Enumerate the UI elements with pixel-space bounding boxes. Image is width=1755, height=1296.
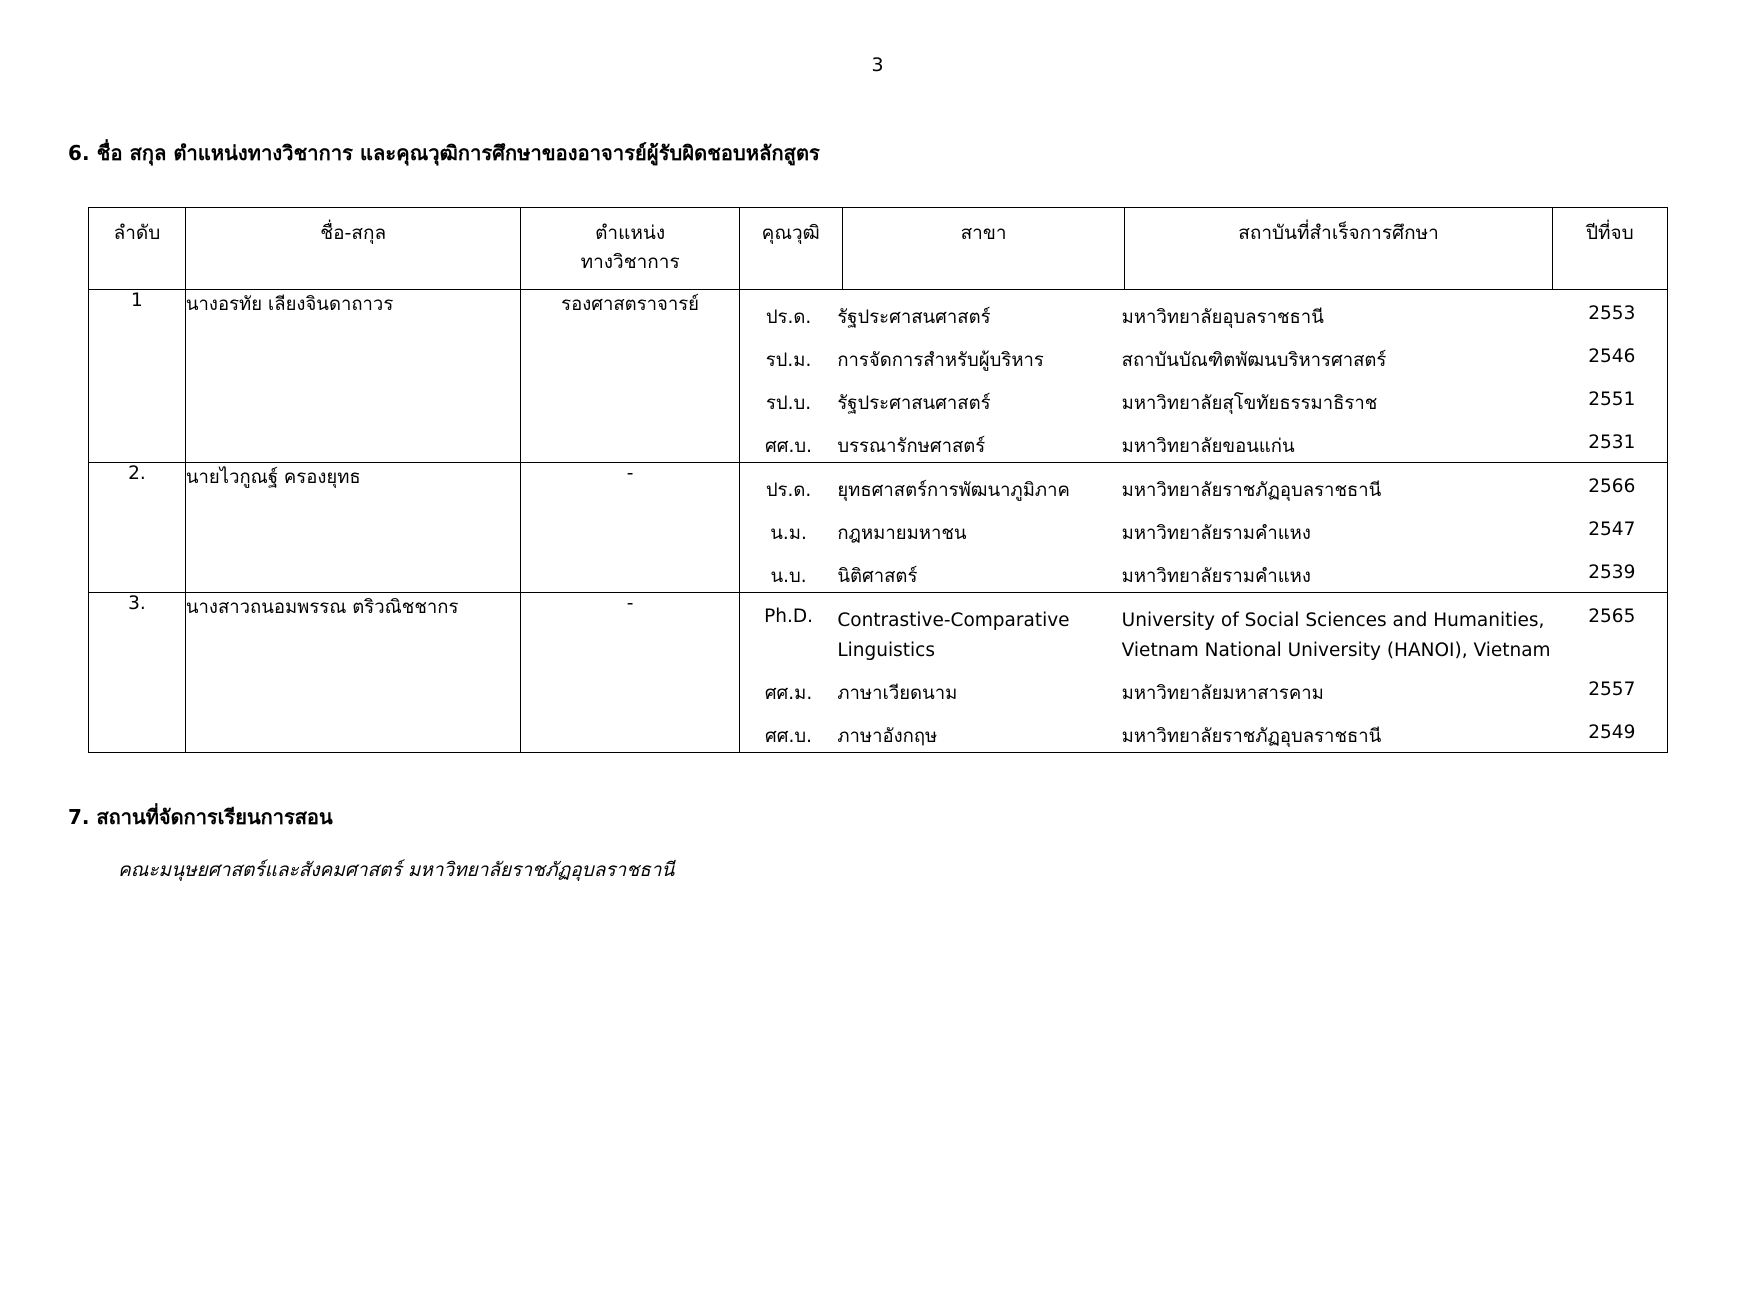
cell-name: นางสาวถนอมพรรณ ตริวณิชชากร — [185, 592, 521, 752]
qualification-row — [740, 463, 1667, 506]
cell-qualifications — [739, 592, 1667, 752]
table-body — [89, 290, 1668, 753]
qualification-degree: ศศ.บ. — [765, 435, 813, 457]
cell-name: นายไวกูณฐ์ ครองยุทธ — [185, 462, 521, 592]
column-header-field: สาขา — [842, 208, 1125, 290]
cell-position: - — [521, 462, 739, 592]
cell-name: นางอรทัย เลียงจินดาถาวร — [185, 290, 521, 463]
qualification-institution: มหาวิทยาลัยรามคำแหง — [1121, 565, 1311, 587]
qualification-year: 2565 — [1588, 605, 1636, 627]
qualification-subtable — [740, 593, 1667, 752]
table-header-row — [89, 208, 1668, 290]
table-row — [89, 462, 1668, 592]
section-7-body: คณะมนุษยศาสตร์และสังคมศาสตร์ มหาวิทยาลัยราชภัฏอุบลราชธานี — [118, 858, 675, 881]
qualification-field: นิติศาสตร์ — [837, 565, 918, 587]
qualification-year: 2547 — [1588, 518, 1636, 540]
qualification-institution: มหาวิทยาลัยมหาสารคาม — [1121, 682, 1324, 704]
table-row — [89, 592, 1668, 752]
faculty-qualifications-table — [88, 207, 1668, 753]
qualification-year: 2549 — [1588, 721, 1636, 743]
cell-position: รองศาสตราจารย์ — [521, 290, 739, 463]
page-number: 3 — [871, 54, 884, 76]
qualification-institution: มหาวิทยาลัยสุโขทัยธรรมาธิราช — [1121, 392, 1378, 414]
qualification-field: ยุทธศาสตร์การพัฒนาภูมิภาค — [837, 479, 1070, 501]
document-page — [0, 56, 1755, 1296]
qualification-subtable — [740, 290, 1667, 462]
qualification-degree: ปร.ด. — [765, 307, 812, 328]
column-header-position-line2: ทางวิชาการ — [580, 250, 680, 273]
qualification-row — [740, 506, 1667, 549]
cell-position: - — [521, 592, 739, 752]
faculty-table-container — [88, 207, 1668, 753]
qualification-row — [740, 376, 1667, 419]
qualification-field: รัฐประศาสนศาสตร์ — [837, 307, 991, 328]
column-header-year: ปีที่จบ — [1552, 208, 1667, 290]
cell-qualifications — [739, 290, 1667, 463]
qualification-institution: มหาวิทยาลัยราชภัฏอุบลราชธานี — [1121, 479, 1382, 501]
column-header-institution: สถาบันที่สำเร็จการศึกษา — [1125, 208, 1552, 290]
qualification-degree: น.ม. — [770, 522, 807, 544]
column-header-name: ชื่อ-สกุล — [185, 208, 521, 290]
cell-no: 1 — [89, 290, 186, 463]
cell-no: 2. — [89, 462, 186, 592]
section-7-heading: 7. สถานที่จัดการเรียนการสอน — [68, 804, 333, 829]
qualification-institution: University of Social Sciences and Humanities, Vietnam National University (HANOI), Vietnam — [1121, 609, 1551, 661]
qualification-year: 2531 — [1588, 431, 1636, 453]
qualification-degree: ศศ.บ. — [765, 725, 813, 747]
column-header-degree: คุณวุฒิ — [739, 208, 842, 290]
qualification-degree: รป.บ. — [765, 392, 812, 414]
qualification-row — [740, 333, 1667, 376]
qualification-institution: มหาวิทยาลัยขอนแก่น — [1121, 435, 1295, 457]
column-header-position-line1: ตำแหน่ง — [595, 222, 666, 244]
qualification-field: ภาษาอังกฤษ — [837, 725, 938, 747]
qualification-row — [740, 549, 1667, 592]
qualification-degree: ศศ.ม. — [764, 682, 813, 704]
qualification-field: การจัดการสำหรับผู้บริหาร — [837, 349, 1044, 371]
cell-qualifications — [739, 462, 1667, 592]
qualification-row — [740, 666, 1667, 709]
cell-no: 3. — [89, 592, 186, 752]
qualification-field: กฎหมายมหาชน — [837, 522, 967, 544]
qualification-institution: สถาบันบัณฑิตพัฒนบริหารศาสตร์ — [1121, 349, 1387, 371]
qualification-institution: มหาวิทยาลัยอุบลราชธานี — [1121, 307, 1324, 328]
qualification-year: 2566 — [1588, 475, 1636, 497]
table-header — [89, 208, 1668, 290]
qualification-year: 2557 — [1588, 678, 1636, 700]
qualification-degree: น.บ. — [770, 565, 807, 587]
qualification-field: รัฐประศาสนศาสตร์ — [837, 392, 991, 414]
qualification-year: 2551 — [1588, 388, 1636, 410]
qualification-institution: มหาวิทยาลัยราชภัฏอุบลราชธานี — [1121, 725, 1382, 747]
qualification-year: 2546 — [1588, 345, 1636, 367]
qualification-row — [740, 290, 1667, 333]
qualification-row — [740, 419, 1667, 462]
column-header-position — [521, 208, 739, 290]
qualification-year: 2539 — [1588, 561, 1636, 583]
qualification-field: บรรณารักษศาสตร์ — [837, 435, 986, 457]
qualification-year: 2553 — [1588, 303, 1636, 324]
table-row — [89, 290, 1668, 463]
qualification-degree: รป.ม. — [765, 349, 812, 371]
column-header-no: ลำดับ — [89, 208, 186, 290]
qualification-row — [740, 709, 1667, 752]
qualification-field: ภาษาเวียดนาม — [837, 682, 958, 704]
qualification-degree: Ph.D. — [764, 605, 813, 627]
qualification-degree: ปร.ด. — [765, 479, 812, 501]
qualification-institution: มหาวิทยาลัยรามคำแหง — [1121, 522, 1311, 544]
section-6-heading: 6. ชื่อ สกุล ตำแหน่งทางวิชาการ และคุณวุฒิการศึกษาของอาจารย์ผู้รับผิดชอบหลักสูตร — [68, 141, 820, 165]
qualification-subtable — [740, 463, 1667, 592]
qualification-row — [740, 593, 1667, 666]
qualification-field: Contrastive-Comparative Linguistics — [837, 609, 1070, 661]
